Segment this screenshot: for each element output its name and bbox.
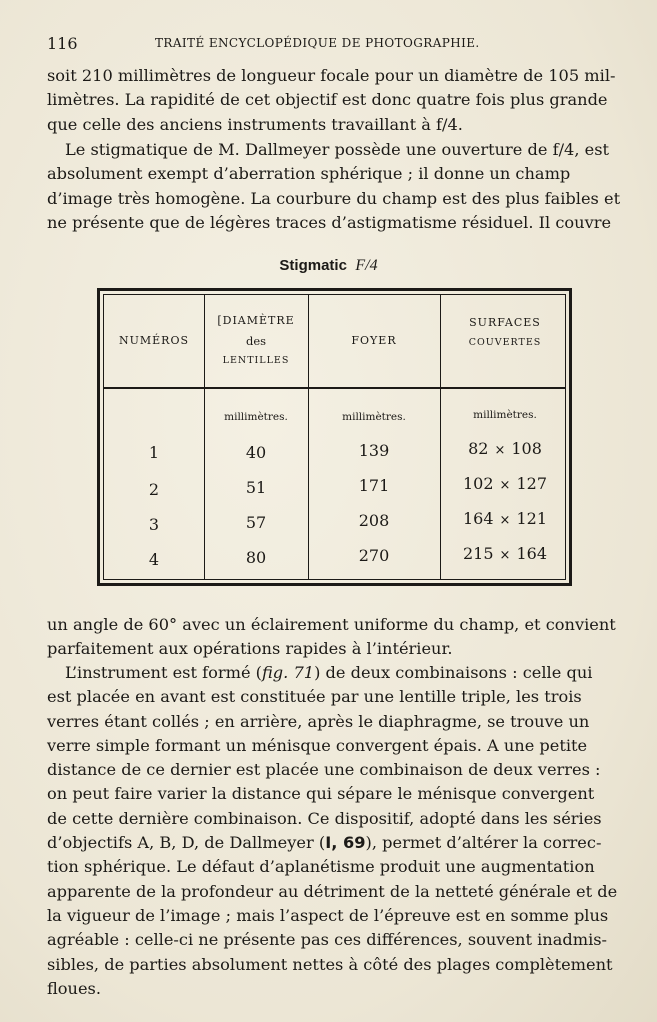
paragraph-3 [47, 613, 617, 662]
cell-foyer: 208 [358, 511, 390, 530]
surface-a: 164 [463, 509, 494, 528]
page-number: 116 [47, 34, 78, 53]
paragraph-4 [47, 661, 617, 1001]
running-title: TRAITÉ ENCYCLOPÉDIQUE DE PHOTOGRAPHIE. [155, 36, 480, 50]
units-foyer: millimètres. [342, 411, 406, 423]
header-diametre-line1: [DIAMÈTRE [217, 314, 295, 327]
text-line: la vigueur de l’image ; mais l’aspect de l’épreuve est en somme plus [47, 905, 609, 925]
header-surfaces-line1: SURFACES [469, 316, 541, 329]
text-line: parfaitement aux opérations rapides à l’intérieur. [47, 639, 453, 659]
header-diametre [204, 311, 308, 371]
table-caption [0, 257, 657, 275]
times-sign: × [499, 478, 511, 493]
cell-numero: 2 [148, 480, 160, 499]
text-run: ), permet d’altérer la correc- [365, 833, 602, 853]
header-diametre-line3: LENTILLES [222, 355, 290, 366]
cell-diametre: 57 [245, 513, 267, 532]
text-line: sibles, de parties absolument nettes à côté des plages complètement [47, 954, 613, 974]
times-sign: × [494, 443, 506, 458]
text-line: un angle de 60° avec un éclairement uniforme du champ, et convient [47, 615, 616, 634]
surface-a: 82 [468, 439, 489, 458]
text-line: agréable : celle-ci ne présente pas ces différences, souvent inadmis- [47, 930, 608, 950]
header-diametre-line2: des [245, 334, 267, 348]
units-diametre: millimètres. [224, 411, 288, 423]
text-line: que celle des anciens instruments travaillant à f/4. [47, 114, 463, 134]
header-surfaces [440, 313, 570, 353]
text-line [47, 661, 617, 685]
text-line: Le stigmatique de M. Dallmeyer possède une ouverture de f/4, est [65, 140, 610, 159]
text-line: limètres. La rapidité de cet objectif est donc quatre fois plus grande [47, 90, 608, 110]
text-line: ne présente que de légères traces d’astigmatisme résiduel. Il couvre [47, 212, 612, 232]
cell-numero: 4 [148, 550, 160, 569]
text-line: est placée en avant est constituée par une lentille triple, les trois [47, 687, 582, 707]
figure-reference: fig. 71 [262, 663, 315, 682]
cell-surface [440, 509, 570, 528]
surface-a: 102 [463, 474, 494, 493]
paragraph-2 [47, 138, 621, 235]
header-surfaces-line2: COUVERTES [468, 337, 542, 348]
cell-foyer: 139 [358, 441, 390, 460]
header-numeros: NUMÉROS [118, 334, 190, 347]
caption-lens-name: Stigmatic [279, 257, 347, 274]
surface-b: 121 [516, 509, 547, 528]
cell-surface [440, 544, 570, 563]
times-sign: × [499, 548, 511, 563]
surface-b: 164 [516, 544, 547, 563]
text-line: floues. [47, 978, 102, 998]
volume-reference: I, 69 [325, 833, 366, 853]
cell-diametre: 40 [245, 443, 267, 462]
lens-table [97, 288, 572, 586]
cell-diametre: 51 [245, 478, 267, 497]
page-header [47, 34, 617, 54]
text-line: verres étant collés ; en arrière, après le diaphragme, se trouve un [47, 711, 590, 731]
text-run: d’objectifs A, B, D, de Dallmeyer ( [47, 833, 326, 853]
paragraph-1 [47, 64, 617, 137]
text-line [47, 831, 617, 855]
text-line: on peut faire varier la distance qui sépare le ménisque convergent [47, 784, 595, 804]
text-run: ) de deux combinaisons : celle qui [314, 663, 593, 682]
text-line: d’image très homogène. La courbure du champ est des plus faibles et [47, 188, 621, 208]
surface-b: 127 [516, 474, 547, 493]
cell-surface [440, 474, 570, 493]
text-line: apparente de la profondeur au détriment de la netteté générale et de [47, 881, 618, 901]
text-line: distance de ce dernier est placée une combinaison de deux verres : [47, 760, 601, 780]
times-sign: × [499, 513, 511, 528]
text-line: absolument exempt d’aberration sphérique ; il donne un champ [47, 164, 571, 184]
text-line: soit 210 millimètres de longueur focale pour un diamètre de 105 mil- [47, 66, 616, 85]
header-foyer: FOYER [351, 334, 397, 347]
cell-foyer: 171 [358, 476, 390, 495]
text-line: tion sphérique. Le défaut d’aplanétisme produit une augmentation [47, 857, 595, 877]
lens-table-inner [103, 294, 566, 580]
caption-aperture: F/4 [355, 257, 378, 274]
text-line: verre simple formant un ménisque convergent épais. A une petite [47, 735, 588, 755]
cell-numero: 3 [148, 515, 160, 534]
text-line: de cette dernière combinaison. Ce dispositif, adopté dans les séries [47, 808, 602, 828]
header-rule [104, 387, 565, 389]
units-surfaces: millimètres. [473, 409, 537, 421]
cell-diametre: 80 [245, 548, 267, 567]
surface-b: 108 [511, 439, 542, 458]
surface-a: 215 [463, 544, 494, 563]
cell-numero: 1 [148, 443, 160, 462]
cell-foyer: 270 [358, 546, 390, 565]
text-run: L’instrument est formé ( [65, 663, 262, 682]
cell-surface [440, 439, 570, 458]
